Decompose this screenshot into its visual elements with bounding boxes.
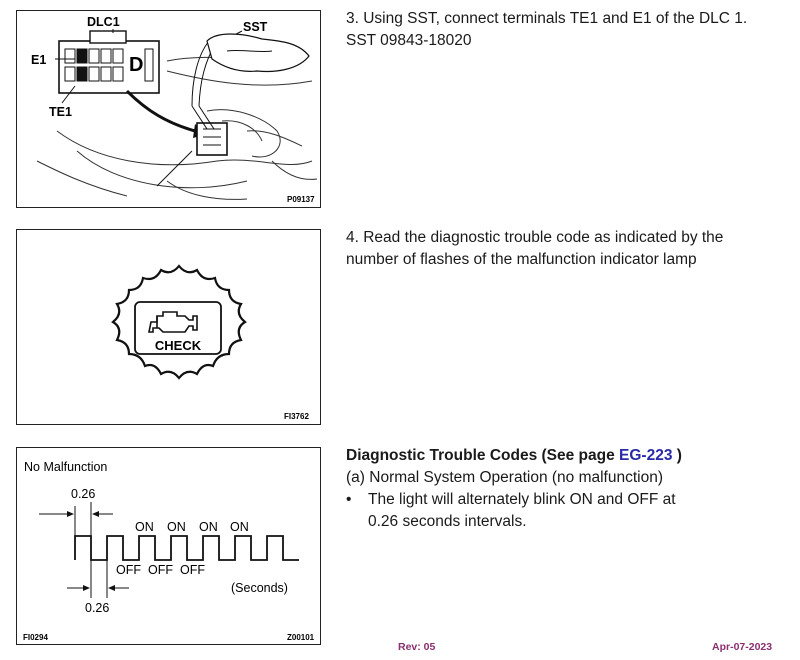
te1-label: TE1: [49, 105, 72, 119]
figure3-code-left: FI0294: [23, 633, 48, 642]
e1-label: E1: [31, 53, 47, 67]
off-label-1: OFF: [116, 563, 141, 577]
step4-instructions: [346, 227, 723, 271]
dlc-connector-figure: [16, 10, 321, 208]
off-label-3: OFF: [180, 563, 205, 577]
sst-label: SST: [243, 20, 268, 34]
figure3-code-right: Z00101: [287, 633, 315, 642]
step3-sst-line: SST 09843-18020: [346, 32, 472, 49]
off-label-2: OFF: [148, 563, 173, 577]
dtc-heading-prefix: Diagnostic Trouble Codes (See page: [346, 447, 620, 464]
dlc1-label: DLC1: [87, 15, 120, 29]
eg-223-page-link[interactable]: EG-223: [619, 447, 673, 464]
bullet-line2: 0.26 seconds intervals.: [368, 513, 527, 530]
figure2-code: FI3762: [284, 412, 309, 421]
blink-pattern-figure: [16, 447, 321, 645]
check-lamp-text: CHECK: [154, 338, 202, 353]
check-lamp-drawing: [17, 230, 322, 426]
connector-d-letter: D: [129, 54, 144, 76]
seconds-unit-label: (Seconds): [231, 581, 288, 595]
on-label-3: ON: [199, 520, 218, 534]
blink-waveform-drawing: [17, 448, 322, 646]
dtc-sub-a: (a) Normal System Operation (no malfunction): [346, 469, 664, 486]
on-label-2: ON: [167, 520, 186, 534]
dtc-bullet-item: [346, 489, 682, 533]
step4-line1: 4. Read the diagnostic trouble code as indicated by the: [346, 229, 724, 246]
step4-line2: number of flashes of the malfunction indicator lamp: [346, 251, 697, 268]
revision-date: Apr-07-2023: [712, 641, 773, 653]
blink-waveform-line: [75, 536, 299, 560]
bottom-interval-label: 0.26: [85, 601, 110, 615]
check-engine-lamp-figure: [16, 229, 321, 425]
revision-label: Rev: 05: [398, 641, 436, 653]
waveform-title: No Malfunction: [24, 460, 108, 474]
on-label-4: ON: [230, 520, 249, 534]
figure1-code: P09137: [287, 195, 315, 204]
dtc-section: [346, 445, 682, 533]
dtc-heading: [346, 445, 682, 467]
on-label-1: ON: [135, 520, 154, 534]
step3-instructions: [346, 8, 747, 52]
bullet-line1: The light will alternately blink ON and OFF at: [368, 491, 676, 508]
step3-line1: 3. Using SST, connect terminals TE1 and E1 of the DLC 1.: [346, 10, 748, 27]
bullet-marker: •: [346, 491, 352, 508]
dtc-heading-suffix: ): [672, 447, 682, 464]
top-interval-label: 0.26: [71, 487, 96, 501]
dlc-connector-drawing: [17, 11, 322, 209]
